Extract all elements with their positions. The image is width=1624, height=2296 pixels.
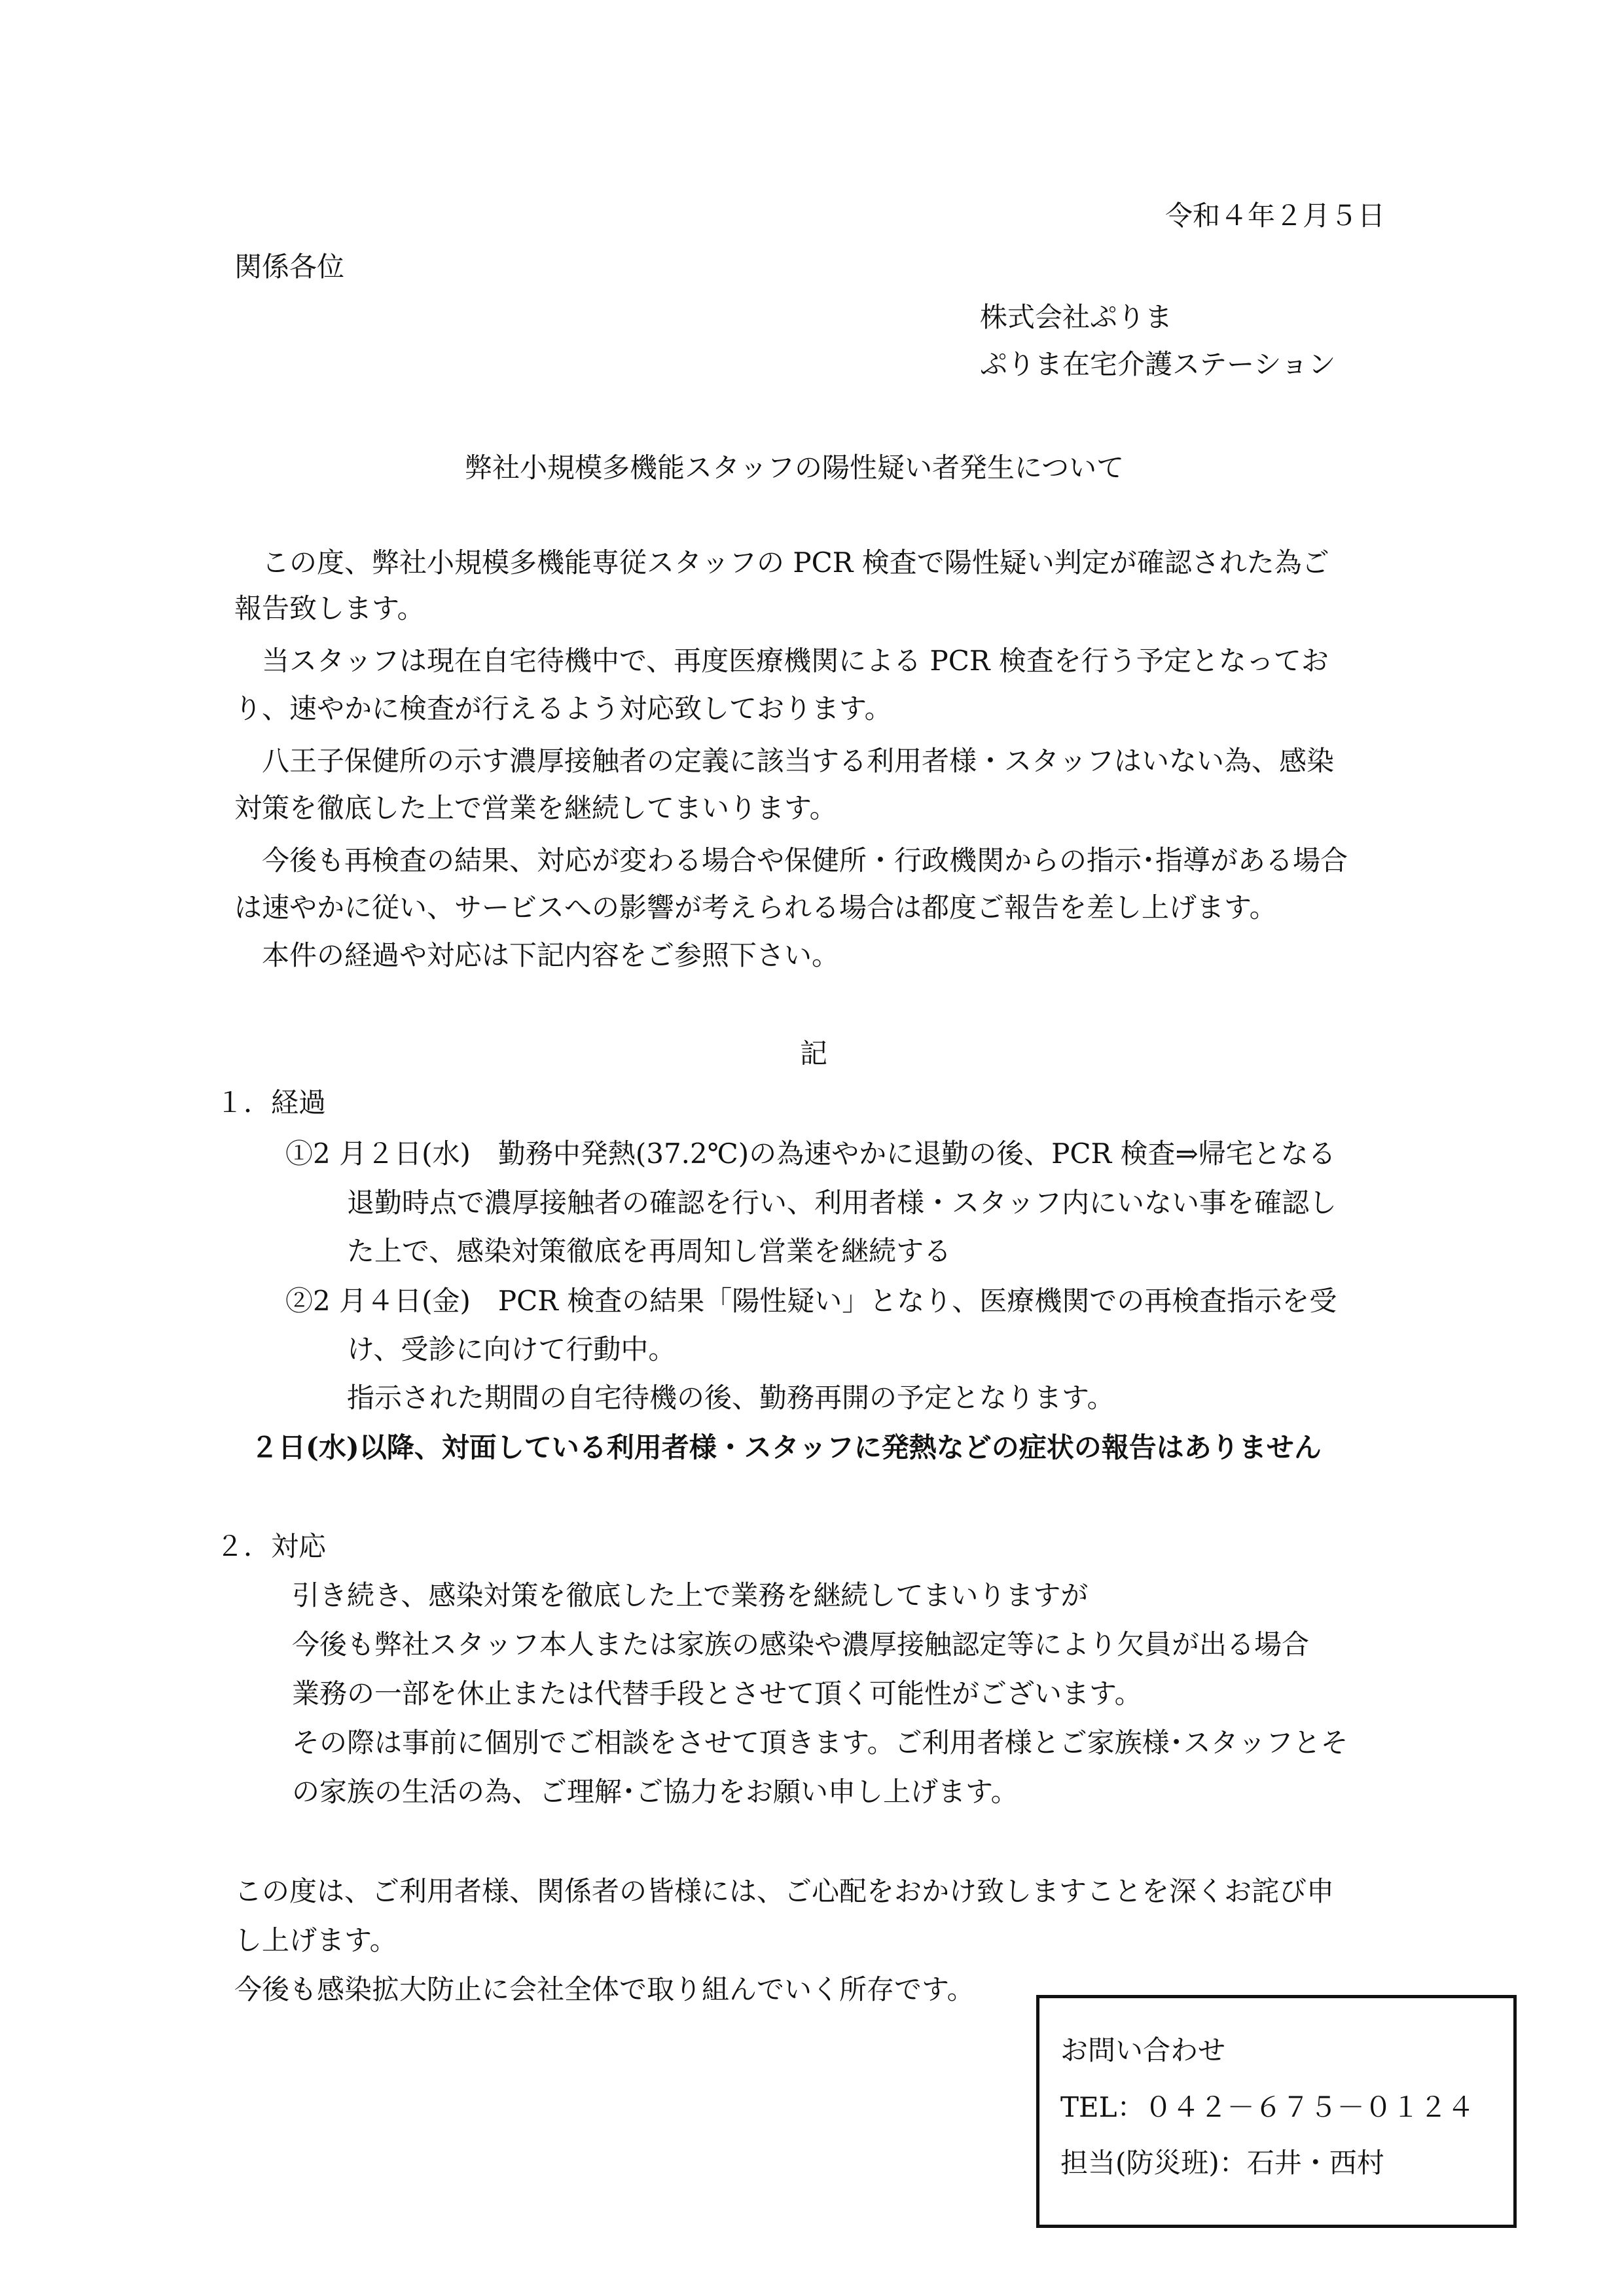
ki-heading: 記: [800, 1037, 828, 1069]
document-title: 弊社小規模多機能スタッフの陽性疑い者発生について: [465, 452, 1125, 484]
contact-heading: お問い合わせ: [1060, 2034, 1226, 2066]
recipient: 関係各位: [234, 251, 345, 283]
closing-line: 今後も感染拡大防止に会社全体で取り組んでいく所存です。: [234, 1973, 975, 2005]
contact-person: 担当(防災班)：石井・西村: [1060, 2147, 1384, 2179]
body-line: は速やかに従い、サービスへの影響が考えられる場合は都度ご報告を差し上げます。: [234, 891, 1277, 924]
section-line: け、受診に向けて行動中。: [347, 1333, 676, 1365]
body-line: 当スタッフは現在自宅待機中で、再度医療機関による PCR 検査を行う予定となってお: [262, 645, 1329, 677]
body-line: 今後も再検査の結果、対応が変わる場合や保健所・行政機関からの指示･指導がある場合: [262, 844, 1348, 876]
closing-line: この度は、ご利用者様、関係者の皆様には、ご心配をおかけ致しますことを深くお詫び申: [234, 1875, 1335, 1907]
section-heading: １．経過: [216, 1086, 327, 1119]
sender-company: 株式会社ぷりま: [980, 301, 1173, 333]
document-date: 令和４年２月５日: [1165, 200, 1386, 232]
body-line: 本件の経過や対応は下記内容をご参照下さい。: [262, 939, 840, 971]
section-line: 指示された期間の自宅待機の後、勤務再開の予定となります。: [347, 1382, 1115, 1414]
closing-line: し上げます。: [234, 1924, 397, 1956]
section-line: その際は事前に個別でご相談をさせて頂きます。ご利用者様とご家族様･スタッフとそ: [292, 1727, 1348, 1759]
contact-tel: TEL：０４２－６７５－０１２４: [1060, 2091, 1475, 2123]
section-line: 業務の一部を休止または代替手段とさせて頂く可能性がございます。: [292, 1677, 1142, 1710]
section-heading: ２．対応: [216, 1530, 327, 1562]
body-line: 対策を徹底した上で営業を継続してまいります。: [234, 792, 837, 824]
contact-box: [1036, 1995, 1517, 2228]
sender-station: ぷりま在宅介護ステーション: [980, 348, 1336, 380]
section-line: の家族の生活の為、ご理解･ご協力をお願い申し上げます。: [292, 1776, 1019, 1808]
body-line: 八王子保健所の示す濃厚接触者の定義に該当する利用者様・スタッフはいない為、感染: [262, 745, 1335, 777]
body-line: この度、弊社小規模多機能専従スタッフの PCR 検査で陽性疑い判定が確認された為ご: [262, 547, 1329, 579]
section-line: ①2 月２日(水) 勤務中発熱(37.2℃)の為速やかに退勤の後、PCR 検査⇒帰宅となる: [285, 1138, 1336, 1170]
section-line: 今後も弊社スタッフ本人または家族の感染や濃厚接触認定等により欠員が出る場合: [292, 1628, 1310, 1660]
section-line: ②2 月４日(金) PCR 検査の結果「陽性疑い」となり、医療機関での再検査指示を受: [285, 1285, 1337, 1317]
bold-note: ２日(水)以降、対面している利用者様・スタッフに発熱などの症状の報告はありません: [251, 1431, 1322, 1463]
body-line: 報告致します。: [234, 592, 425, 624]
section-line: た上で、感染対策徹底を再周知し営業を継続する: [347, 1235, 952, 1267]
body-line: り、速やかに検査が行えるよう対応致しております。: [234, 692, 892, 725]
section-line: 引き続き、感染対策を徹底した上で業務を継続してまいりますが: [292, 1579, 1089, 1611]
section-line: 退勤時点で濃厚接触者の確認を行い、利用者様・スタッフ内にいない事を確認し: [347, 1187, 1337, 1219]
